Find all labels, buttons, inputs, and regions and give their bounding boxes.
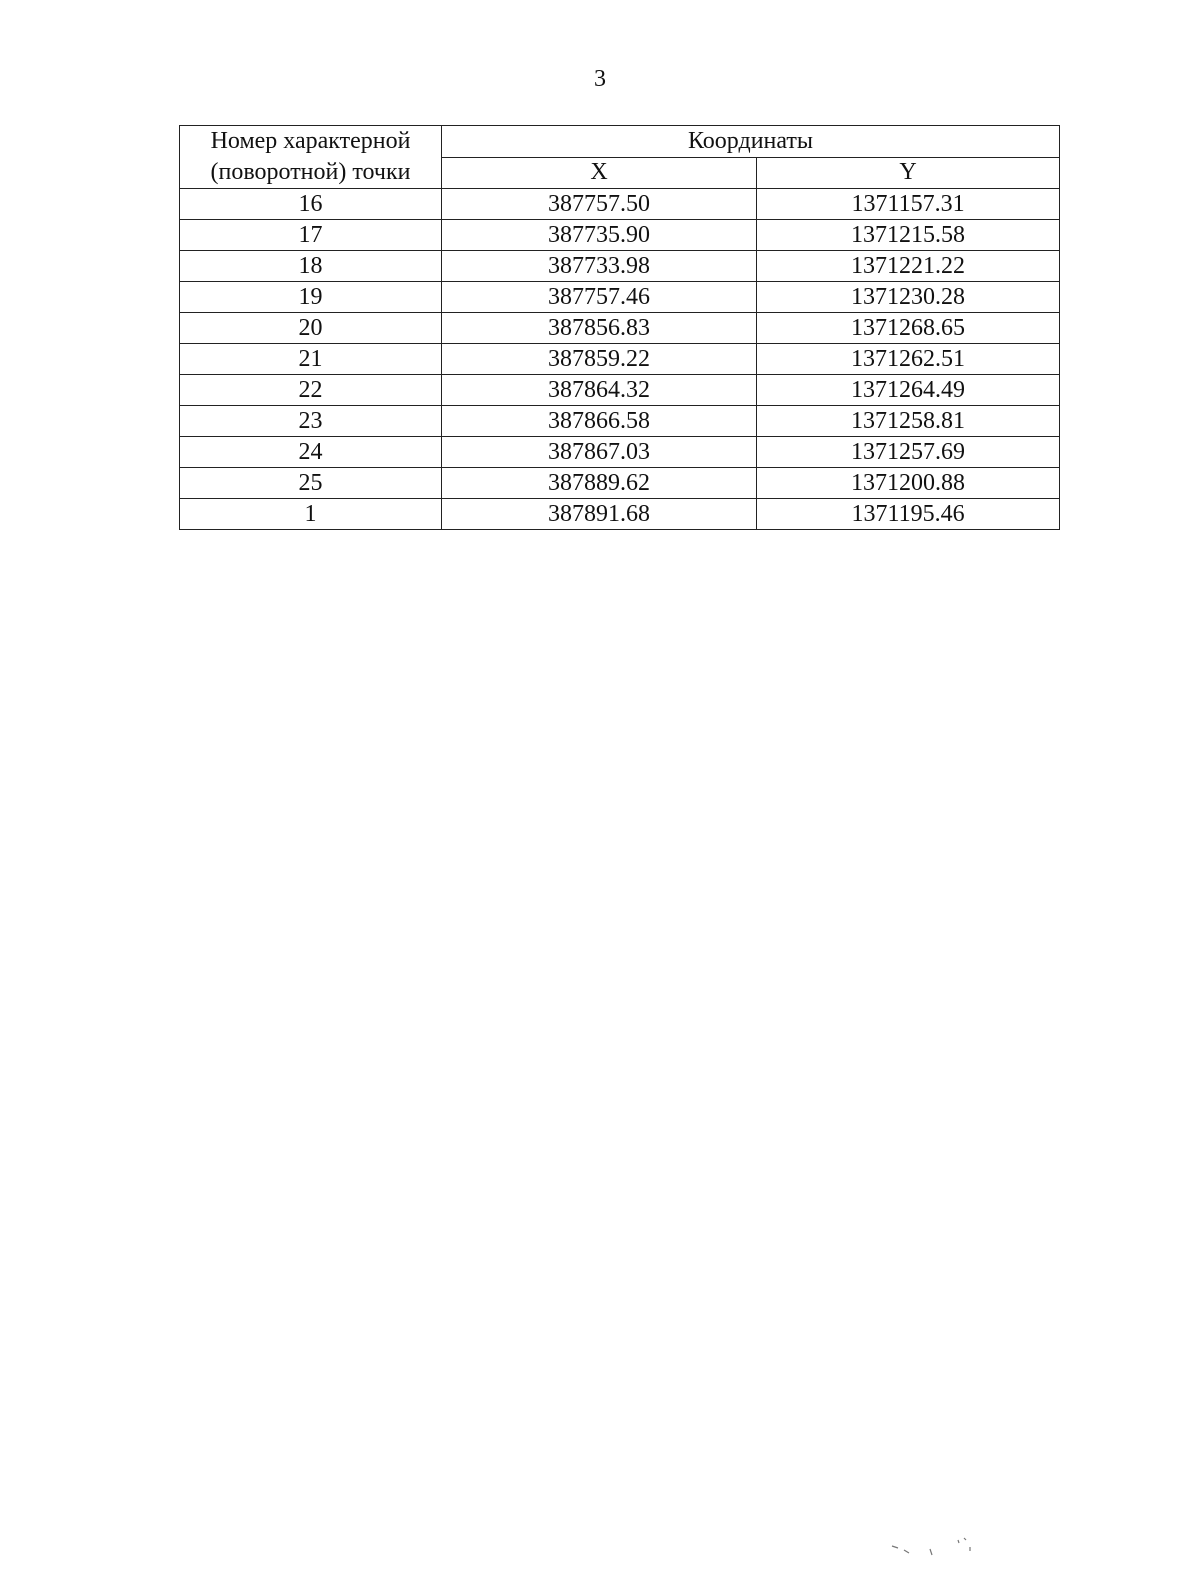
table-row [180,344,1060,375]
y-cell: 1371157.31 [757,189,1060,220]
x-cell: 387867.03 [442,437,757,468]
coordinates-header: Координаты [442,126,1060,158]
y-cell: 1371200.88 [757,468,1060,499]
x-cell: 387733.98 [442,251,757,282]
point-cell: 1 [180,499,442,530]
y-cell: 1371195.46 [757,499,1060,530]
table-row [180,375,1060,406]
point-cell: 20 [180,313,442,344]
table-row [180,251,1060,282]
table-row [180,189,1060,220]
point-cell: 19 [180,282,442,313]
x-cell: 387735.90 [442,220,757,251]
y-cell: 1371262.51 [757,344,1060,375]
y-cell: 1371221.22 [757,251,1060,282]
table-row [180,437,1060,468]
y-cell: 1371215.58 [757,220,1060,251]
y-column-header: Y [757,157,1060,189]
x-cell: 387891.68 [442,499,757,530]
point-cell: 25 [180,468,442,499]
point-number-header [180,126,442,189]
x-cell: 387889.62 [442,468,757,499]
point-cell: 18 [180,251,442,282]
table-row [180,282,1060,313]
table-row [180,499,1060,530]
y-cell: 1371268.65 [757,313,1060,344]
point-cell: 23 [180,406,442,437]
x-cell: 387859.22 [442,344,757,375]
point-cell: 21 [180,344,442,375]
table-header-row [180,126,1060,158]
point-number-header-line2: (поворотной) точки [210,159,411,185]
x-cell: 387757.46 [442,282,757,313]
page-number: 3 [594,66,606,92]
y-cell: 1371230.28 [757,282,1060,313]
x-cell: 387856.83 [442,313,757,344]
scan-noise-marks [870,1530,990,1570]
x-column-header: X [442,157,757,189]
table-row [180,220,1060,251]
point-cell: 17 [180,220,442,251]
table-row [180,468,1060,499]
table-row [180,406,1060,437]
point-cell: 22 [180,375,442,406]
point-number-header-line1: Номер характерной [210,128,411,154]
y-cell: 1371257.69 [757,437,1060,468]
point-cell: 16 [180,189,442,220]
y-cell: 1371258.81 [757,406,1060,437]
x-cell: 387866.58 [442,406,757,437]
y-cell: 1371264.49 [757,375,1060,406]
point-cell: 24 [180,437,442,468]
coordinates-table [179,125,1060,530]
x-cell: 387864.32 [442,375,757,406]
x-cell: 387757.50 [442,189,757,220]
table-row [180,313,1060,344]
